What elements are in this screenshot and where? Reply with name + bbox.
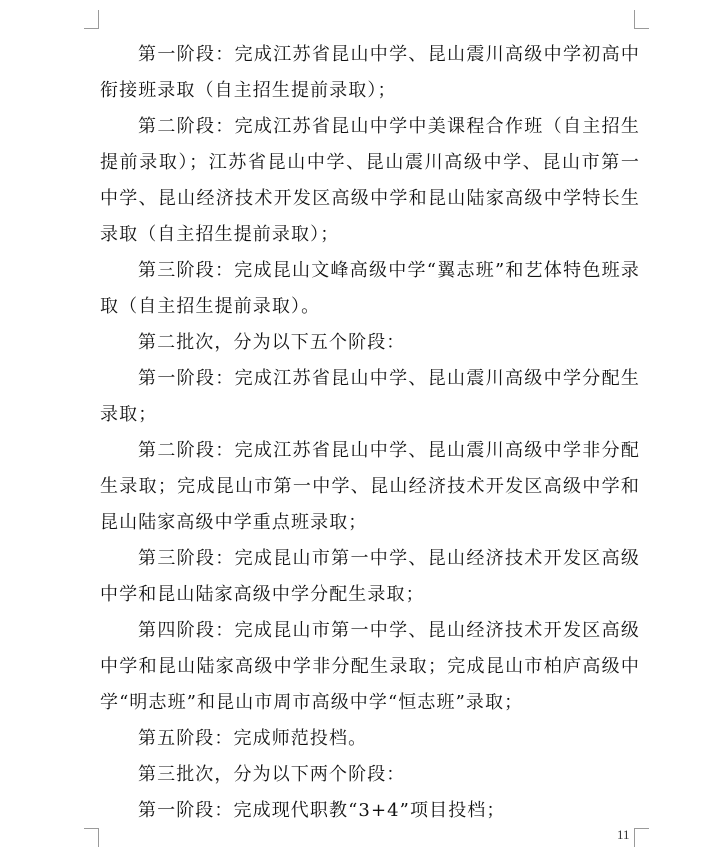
paragraph: 第二阶段：完成江苏省昆山中学中美课程合作班（自主招生提前录取）；江苏省昆山中学、昆山震川高级中学、昆山市第一中学、昆山经济技术开发区高级中学和昆山陆家高级中学特长生录取（自主招生提前录取）； [100,116,640,245]
crop-mark-bottom-right [634,828,649,847]
page-number: 11 [617,827,630,842]
paragraph: 第三阶段：完成昆山文峰高级中学“翼志班”和艺体特色班录取（自主招生提前录取）。 [100,260,640,317]
crop-mark-top-right [634,10,649,29]
paragraph: 第三阶段：完成昆山市第一中学、昆山经济技术开发区高级中学和昆山陆家高级中学分配生录取； [100,548,640,605]
document-body [100,37,640,829]
paragraph: 第二批次，分为以下五个阶段： [138,332,406,353]
crop-mark-top-left [84,10,99,29]
paragraph: 第五阶段：完成师范投档。 [138,728,368,749]
paragraph: 第三批次，分为以下两个阶段： [138,764,406,785]
crop-mark-bottom-left [84,828,99,847]
paragraph: 第一阶段：完成江苏省昆山中学、昆山震川高级中学分配生录取； [100,368,640,425]
paragraph: 第四阶段：完成昆山市第一中学、昆山经济技术开发区高级中学和昆山陆家高级中学非分配生录取；完成昆山市柏庐高级中学“明志班”和昆山市周市高级中学“恒志班”录取； [100,620,640,713]
paragraph: 第一阶段：完成现代职教“3+4”项目投档； [138,800,506,821]
paragraph: 第一阶段：完成江苏省昆山中学、昆山震川高级中学初高中衔接班录取（自主招生提前录取）； [100,44,640,101]
paragraph: 第二阶段：完成江苏省昆山中学、昆山震川高级中学非分配生录取；完成昆山市第一中学、昆山经济技术开发区高级中学和昆山陆家高级中学重点班录取； [100,440,640,533]
